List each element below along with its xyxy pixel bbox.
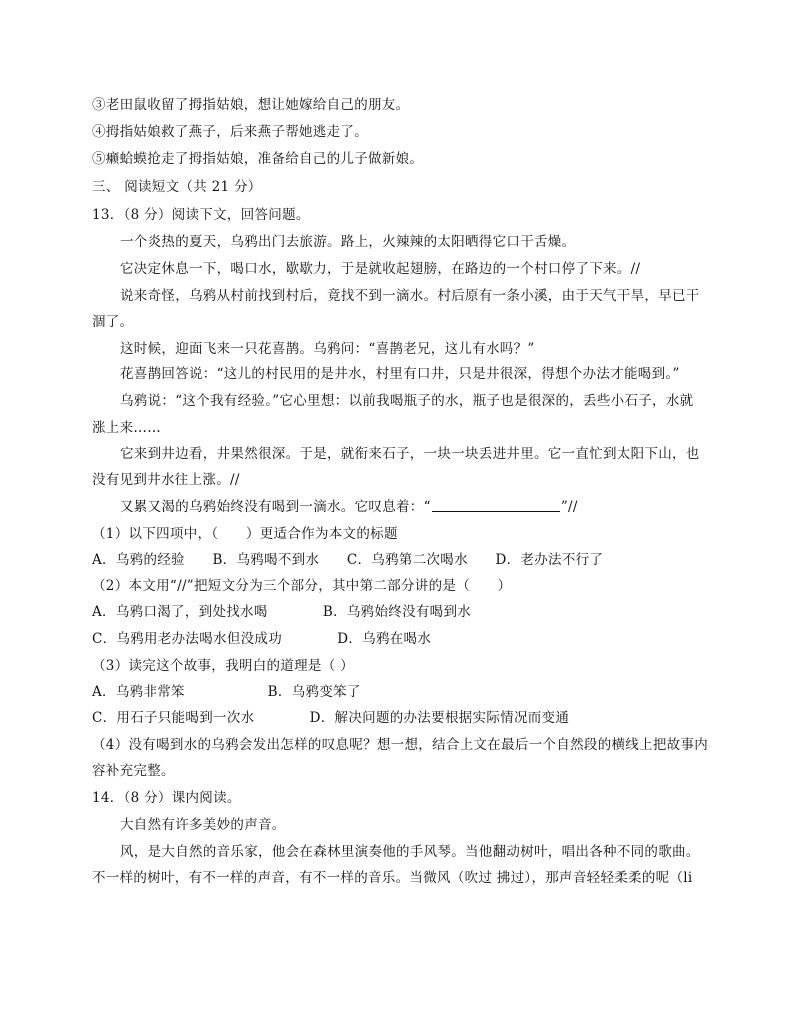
q14-passage-line: 风，是大自然的音乐家，他会在森林里演奏他的手风琴。当他翻动树叶，唱出各种不同的歌曲。: [120, 844, 700, 860]
passage-line: 一个炎热的夏天，乌鸦出门去旅游。路上，火辣辣的太阳晒得它口干舌燥。: [120, 234, 576, 250]
q13-sub2-options-ab: A．乌鸦口渴了，到处找水喝 B．乌鸦始终没有喝到水: [92, 604, 472, 620]
passage-line: 没有见到井水往上涨。//: [92, 472, 240, 488]
item-3: ③老田鼠收留了拇指姑娘，想让她嫁给自己的朋友。: [92, 97, 410, 113]
passage-line: 它来到井边看，井果然很深。于是，就衔来石子，一块一块丢进井里。它一直忙到太阳下山，也: [120, 446, 700, 462]
q14-header: 14．（8 分）课内阅读。: [92, 790, 241, 806]
q13-sub1-options: A．乌鸦的经验 B．乌鸦喝不到水 C．乌鸦第二次喝水 D．老办法不行了: [92, 552, 604, 568]
item-4: ④拇指姑娘救了燕子，后来燕子帮她逃走了。: [92, 124, 368, 140]
q13-sub3-options-cd: C．用石子只能喝到一次水 D．解决问题的办法要根据实际情况而变通: [92, 710, 570, 726]
item-5: ⑤癞蛤蟆抢走了拇指姑娘，准备给自己的儿子做新娘。: [92, 151, 424, 167]
passage-line: 说来奇怪，乌鸦从村前找到村后，竟找不到一滴水。村后原有一条小溪，由于天气干旱，早已干: [120, 288, 700, 304]
passage-last-line: [120, 498, 702, 516]
passage-line: 这时候，迎面飞来一只花喜鹊。乌鸦问：“喜鹊老兄，这儿有水吗？”: [120, 341, 535, 357]
answer-blank[interactable]: [432, 498, 560, 512]
passage-line: 涸了。: [92, 314, 134, 330]
q13-sub4: （4）没有喝到水的乌鸦会发出怎样的叹息呢？想一想，结合上文在最后一个自然段的横线上把故事内: [92, 737, 709, 753]
passage-line: 它决定休息一下，喝口水，歇歇力，于是就收起翅膀，在路边的一个村口停了下来。//: [120, 261, 641, 277]
q14-passage-line: 不一样的树叶，有不一样的声音，有不一样的音乐。当微风（吹过 拂过），那声音轻轻柔柔的呢（li: [92, 870, 693, 886]
passage-last-close: ”//: [560, 499, 578, 515]
q13-sub2: （2）本文用“//”把短文分为三个部分，其中第二部分讲的是（ ）: [92, 578, 512, 594]
q13-sub1: （1）以下四项中，（ ）更适合作为本文的标题: [92, 526, 398, 542]
q13-sub2-options-cd: C．乌鸦用老办法喝水但没成功 D．乌鸦在喝水: [92, 631, 432, 647]
q13-sub3-options-ab: A．乌鸦非常笨 B．乌鸦变笨了: [92, 684, 361, 700]
passage-line: 涨上来……: [92, 420, 161, 436]
section-title: 三、 阅读短文（共 21 分）: [92, 179, 262, 195]
q13-header: 13．（8 分）阅读下文，回答问题。: [92, 207, 310, 223]
q14-passage-line: 大自然有许多美妙的声音。: [120, 817, 286, 833]
q13-sub4-cont: 容补充完整。: [92, 763, 175, 779]
passage-line: 花喜鹊回答说：“这儿的村民用的是井水，村里有口井，只是井很深，得想个办法才能喝到。”: [120, 366, 680, 382]
passage-line: 乌鸦说：“这个我有经验。”它心里想：以前我喝瓶子的水，瓶子也是很深的，丢些小石子，水就: [120, 393, 694, 409]
q13-sub3: （3）读完这个故事，我明白的道理是（ ）: [92, 658, 354, 674]
passage-last-text: 又累又渴的乌鸦始终没有喝到一滴水。它叹息着：“: [120, 499, 431, 515]
